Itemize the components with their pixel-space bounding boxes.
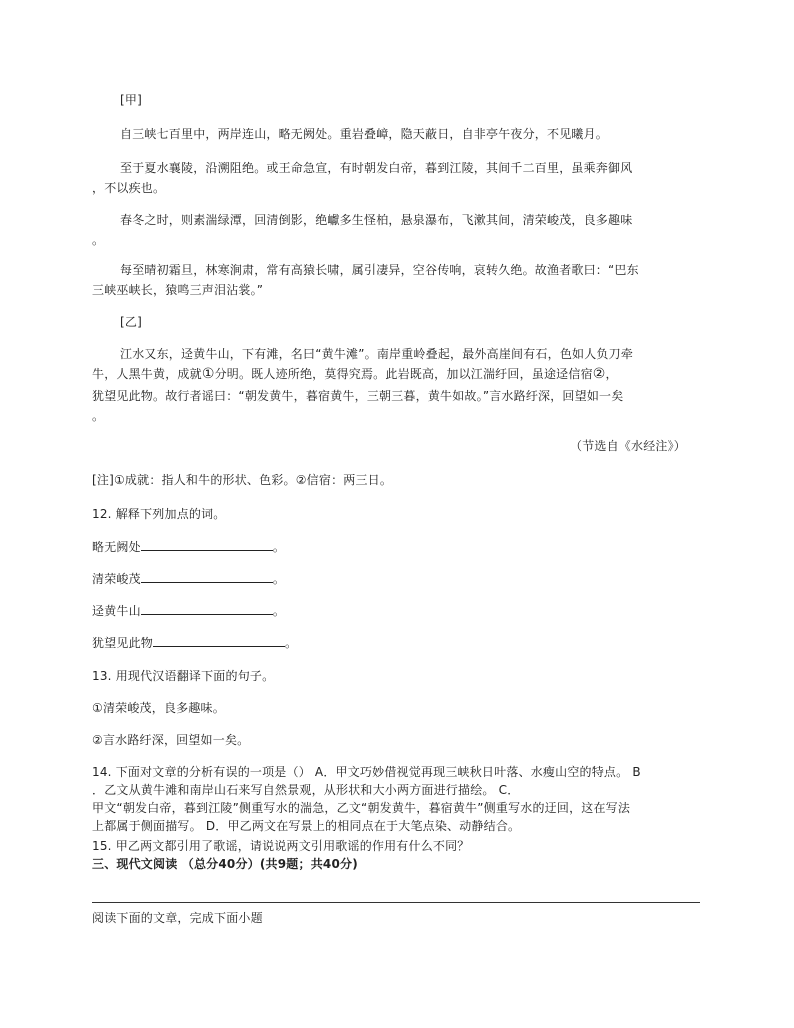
passage-jia-p2-line1: 至于夏水襄陵，沿溯阻绝。或王命急宣，有时朝发白帝，暮到江陵，其间千二百里，虽乘奔御风 bbox=[120, 161, 633, 175]
question-12-item-4: 犹望见此物 。 bbox=[92, 636, 298, 650]
section-3-heading: 三、现代文阅读 （总分40分）(共9题；共40分) bbox=[92, 857, 358, 871]
question-15: 15. 甲乙两文都引用了歌谣，请说说两文引用歌谣的作用有什么不同？ bbox=[92, 839, 470, 853]
passage-jia-p4-line2: 三峡巫峡长，猿鸣三声泪沾裳。” bbox=[92, 283, 264, 297]
passage-yi-label: [乙] bbox=[120, 315, 142, 329]
question-13-sentence-2: ②言水路纡深，回望如一矣。 bbox=[92, 733, 250, 747]
question-14-line4: 上都属于侧面描写。 D．甲乙两文在写景上的相同点在于大笔点染、动静结合。 bbox=[92, 819, 521, 833]
divider bbox=[92, 902, 700, 903]
passage-jia-p1: 自三峡七百里中，两岸连山，略无阙处。重岩叠嶂，隐天蔽日，自非亭午夜分，不见曦月。 bbox=[120, 127, 609, 141]
passage-yi-line3: 犹望见此物。故行者谣曰：“朝发黄牛，暮宿黄牛，三朝三暮，黄牛如故。”言水路纡深，回望如一矣 bbox=[92, 389, 624, 403]
question-13-sentence-1: ①清荣峻茂，良多趣味。 bbox=[92, 701, 225, 715]
passage-yi-line2: 牛，人黑牛黄，成就①分明。既人迹所绝，莫得究焉。此岩既高，加以江湍纡回，虽途迳信宿②， bbox=[92, 366, 618, 382]
answer-blank[interactable] bbox=[141, 570, 273, 583]
answer-blank[interactable] bbox=[153, 634, 285, 647]
question-12-title: 12. 解释下列加点的词。 bbox=[92, 507, 226, 521]
passage-jia-p2-line2: ，不以疾也。 bbox=[92, 181, 166, 195]
answer-blank[interactable] bbox=[141, 538, 273, 551]
passage-jia-p4-line1: 每至晴初霜旦，林寒涧肃，常有高猿长啸，属引凄异，空谷传响，哀转久绝。故渔者歌曰：“巴东 bbox=[120, 263, 639, 277]
annotation-note: [注]①成就：指人和牛的形状、色彩。②信宿：两三日。 bbox=[92, 473, 393, 487]
question-12-item-2: 清荣峻茂 。 bbox=[92, 572, 286, 586]
answer-blank[interactable] bbox=[141, 602, 273, 615]
question-14-line2: ．乙文从黄牛滩和南岸山石来写自然景观，从形状和大小两方面进行描绘。 C． bbox=[92, 783, 520, 797]
passage-yi-line4: 。 bbox=[92, 409, 105, 423]
question-12-item-1: 略无阙处 。 bbox=[92, 540, 286, 554]
passage-source: （节选自《水经注》） bbox=[570, 439, 687, 453]
passage-jia-p3-line1: 春冬之时，则素湍绿潭，回清倒影，绝巘多生怪柏，悬泉瀑布，飞漱其间，清荣峻茂，良多趣味 bbox=[120, 213, 633, 227]
question-14-line1: 14. 下面对文章的分析有误的一项是（） A．甲文巧妙借视觉再现三峡秋日叶落、水瘦山空的特点。 B bbox=[92, 765, 641, 779]
passage-jia-p3-line2: 。 bbox=[92, 233, 105, 247]
question-13-title: 13. 用现代汉语翻译下面的句子。 bbox=[92, 669, 275, 683]
question-12-item-3: 迳黄牛山 。 bbox=[92, 604, 286, 618]
question-14-line3: 甲文“朝发白帝，暮到江陵”侧重写水的湍急，乙文“朝发黄牛，暮宿黄牛”侧重写水的迂回，这在写法 bbox=[92, 801, 631, 815]
passage-yi-line1: 江水又东，迳黄牛山，下有滩，名曰“黄牛滩”。南岸重岭叠起，最外高崖间有石，色如人负刀牵 bbox=[120, 347, 634, 361]
reading-intro: 阅读下面的文章，完成下面小题 bbox=[92, 911, 263, 925]
passage-jia-label: [甲] bbox=[120, 93, 142, 107]
